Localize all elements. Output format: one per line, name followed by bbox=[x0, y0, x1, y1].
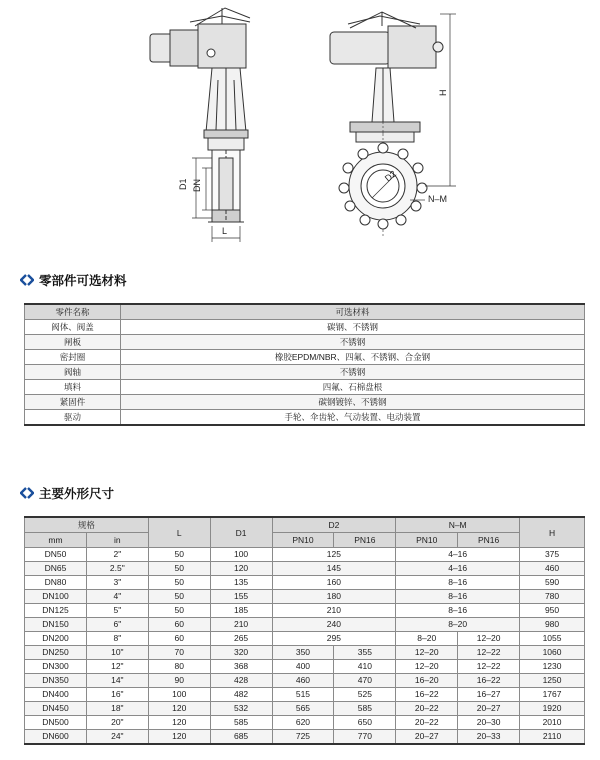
table-cell: 620 bbox=[272, 716, 334, 730]
table-cell: 210 bbox=[272, 604, 396, 618]
header-part-name: 零件名称 bbox=[25, 304, 121, 320]
table-cell: 1920 bbox=[520, 702, 585, 716]
table-cell: 8–20 bbox=[396, 618, 520, 632]
table-cell: 2" bbox=[86, 548, 148, 562]
table-cell: 12–20 bbox=[458, 632, 520, 646]
table-row bbox=[25, 590, 585, 604]
table-cell: 20–27 bbox=[396, 730, 458, 745]
table-cell: 240 bbox=[272, 618, 396, 632]
header-in: in bbox=[86, 533, 148, 548]
cell-material: 手轮、伞齿轮、气动装置、电动装置 bbox=[121, 410, 585, 426]
table-cell: 460 bbox=[520, 562, 585, 576]
table-cell: 12–22 bbox=[458, 646, 520, 660]
header-l: L bbox=[148, 517, 210, 548]
table-cell: DN80 bbox=[25, 576, 87, 590]
table-cell: 532 bbox=[210, 702, 272, 716]
actuator-front bbox=[330, 12, 443, 68]
table-cell: 120 bbox=[210, 562, 272, 576]
table-cell: DN150 bbox=[25, 618, 87, 632]
table-cell: DN125 bbox=[25, 604, 87, 618]
table-cell: 20–33 bbox=[458, 730, 520, 745]
table-row bbox=[25, 548, 585, 562]
actuator-side bbox=[150, 8, 250, 68]
table-cell: 50 bbox=[148, 562, 210, 576]
table-cell: 50 bbox=[148, 576, 210, 590]
table-header-row bbox=[25, 304, 585, 320]
table-row bbox=[25, 688, 585, 702]
table-cell: 650 bbox=[334, 716, 396, 730]
table-cell: 3" bbox=[86, 576, 148, 590]
table-row bbox=[25, 618, 585, 632]
cell-material: 碳钢、不锈钢 bbox=[121, 320, 585, 335]
table-cell: 12–22 bbox=[458, 660, 520, 674]
table-row bbox=[25, 632, 585, 646]
table-cell: 14" bbox=[86, 674, 148, 688]
cell-part: 填料 bbox=[25, 380, 121, 395]
table-cell: DN500 bbox=[25, 716, 87, 730]
table-cell: 590 bbox=[520, 576, 585, 590]
table-cell: 180 bbox=[272, 590, 396, 604]
body-side bbox=[208, 150, 244, 222]
table-cell: DN400 bbox=[25, 688, 87, 702]
table-cell: 16–27 bbox=[458, 688, 520, 702]
table-cell: 565 bbox=[272, 702, 334, 716]
section-title-materials bbox=[20, 271, 127, 289]
table-cell: 355 bbox=[334, 646, 396, 660]
table-cell: 1250 bbox=[520, 674, 585, 688]
header-mm: mm bbox=[25, 533, 87, 548]
table-cell: 410 bbox=[334, 660, 396, 674]
cell-part: 阀轴 bbox=[25, 365, 121, 380]
table-cell: DN50 bbox=[25, 548, 87, 562]
header-material: 可选材料 bbox=[121, 304, 585, 320]
table-row bbox=[25, 716, 585, 730]
table-cell: 185 bbox=[210, 604, 272, 618]
table-cell: 515 bbox=[272, 688, 334, 702]
table-cell: 18" bbox=[86, 702, 148, 716]
table-cell: 400 bbox=[272, 660, 334, 674]
table-cell: 525 bbox=[334, 688, 396, 702]
cell-part: 闸板 bbox=[25, 335, 121, 350]
cell-part: 阀体、阀盖 bbox=[25, 320, 121, 335]
table-row bbox=[25, 646, 585, 660]
table-cell: 585 bbox=[210, 716, 272, 730]
cell-material: 碳钢镀锌、不锈钢 bbox=[121, 395, 585, 410]
table-cell: 16–22 bbox=[458, 674, 520, 688]
table-cell: 16" bbox=[86, 688, 148, 702]
table-cell: 12–20 bbox=[396, 646, 458, 660]
table-cell: 770 bbox=[334, 730, 396, 745]
cell-part: 驱动 bbox=[25, 410, 121, 426]
table-cell: 375 bbox=[520, 548, 585, 562]
cell-part: 紧固件 bbox=[25, 395, 121, 410]
table-cell: 470 bbox=[334, 674, 396, 688]
table-cell: 6" bbox=[86, 618, 148, 632]
table-cell: 80 bbox=[148, 660, 210, 674]
table-cell: 350 bbox=[272, 646, 334, 660]
table-cell: 4" bbox=[86, 590, 148, 604]
label-d1: D1 bbox=[178, 178, 188, 190]
table-cell: 50 bbox=[148, 604, 210, 618]
table-cell: DN65 bbox=[25, 562, 87, 576]
table-cell: 120 bbox=[148, 716, 210, 730]
dimensions-table bbox=[24, 516, 585, 745]
table-cell: 5" bbox=[86, 604, 148, 618]
table-cell: 950 bbox=[520, 604, 585, 618]
table-cell: DN250 bbox=[25, 646, 87, 660]
table-cell: 120 bbox=[148, 730, 210, 745]
table-cell: 1767 bbox=[520, 688, 585, 702]
double-chevron-icon bbox=[20, 274, 34, 286]
label-h: H bbox=[438, 89, 448, 96]
table-cell: 50 bbox=[148, 590, 210, 604]
table-row bbox=[25, 562, 585, 576]
table-cell: 50 bbox=[148, 548, 210, 562]
table-row bbox=[25, 380, 585, 395]
table-cell: 585 bbox=[334, 702, 396, 716]
table-cell: DN200 bbox=[25, 632, 87, 646]
table-cell: 16–20 bbox=[396, 674, 458, 688]
table-row bbox=[25, 702, 585, 716]
table-cell: 24" bbox=[86, 730, 148, 745]
table-cell: 320 bbox=[210, 646, 272, 660]
table-header-row bbox=[25, 533, 585, 548]
header-d1: D1 bbox=[210, 517, 272, 548]
table-cell: 460 bbox=[272, 674, 334, 688]
table-cell: 60 bbox=[148, 618, 210, 632]
table-cell: 125 bbox=[272, 548, 396, 562]
cell-material: 四氟、石棉盘根 bbox=[121, 380, 585, 395]
valve-drawing bbox=[0, 0, 600, 250]
section-title-dimensions bbox=[20, 484, 114, 502]
table-cell: 16–22 bbox=[396, 688, 458, 702]
table-cell: 20" bbox=[86, 716, 148, 730]
table-cell: 20–22 bbox=[396, 716, 458, 730]
table-cell: 120 bbox=[148, 702, 210, 716]
label-dn: DN bbox=[192, 179, 202, 192]
header-d2-pn10: PN10 bbox=[272, 533, 334, 548]
materials-table bbox=[24, 303, 585, 426]
table-row bbox=[25, 395, 585, 410]
header-nm-pn16: PN16 bbox=[458, 533, 520, 548]
table-cell: 368 bbox=[210, 660, 272, 674]
table-cell: 20–27 bbox=[458, 702, 520, 716]
table-cell: 482 bbox=[210, 688, 272, 702]
table-cell: 100 bbox=[210, 548, 272, 562]
cell-material: 橡胶EPDM/NBR、四氟、不锈钢、合金钢 bbox=[121, 350, 585, 365]
header-h: H bbox=[520, 517, 585, 548]
table-cell: 1060 bbox=[520, 646, 585, 660]
flange-front bbox=[339, 143, 427, 229]
yoke-side bbox=[204, 68, 248, 150]
header-nm-pn10: PN10 bbox=[396, 533, 458, 548]
table-cell: 20–30 bbox=[458, 716, 520, 730]
table-cell: 2010 bbox=[520, 716, 585, 730]
table-header-row bbox=[25, 517, 585, 533]
table-row bbox=[25, 730, 585, 745]
table-cell: 8–16 bbox=[396, 604, 520, 618]
table-row bbox=[25, 365, 585, 380]
table-cell: DN100 bbox=[25, 590, 87, 604]
table-cell: 70 bbox=[148, 646, 210, 660]
table-cell: 265 bbox=[210, 632, 272, 646]
table-cell: 145 bbox=[272, 562, 396, 576]
table-cell: 155 bbox=[210, 590, 272, 604]
cell-part: 密封圈 bbox=[25, 350, 121, 365]
table-cell: DN600 bbox=[25, 730, 87, 745]
table-row bbox=[25, 660, 585, 674]
table-cell: 8" bbox=[86, 632, 148, 646]
table-row bbox=[25, 335, 585, 350]
table-cell: 20–22 bbox=[396, 702, 458, 716]
table-cell: DN300 bbox=[25, 660, 87, 674]
label-l: L bbox=[222, 226, 228, 236]
table-cell: 12" bbox=[86, 660, 148, 674]
table-cell: 8–16 bbox=[396, 590, 520, 604]
table-cell: 428 bbox=[210, 674, 272, 688]
table-cell: 90 bbox=[148, 674, 210, 688]
table-cell: 4–16 bbox=[396, 562, 520, 576]
table-row bbox=[25, 410, 585, 426]
section-title-text: 主要外形尺寸 bbox=[39, 486, 115, 501]
table-row bbox=[25, 674, 585, 688]
table-row bbox=[25, 604, 585, 618]
table-cell: 10" bbox=[86, 646, 148, 660]
header-d2: D2 bbox=[272, 517, 396, 533]
cell-material: 不锈钢 bbox=[121, 335, 585, 350]
table-cell: 1230 bbox=[520, 660, 585, 674]
table-row bbox=[25, 576, 585, 590]
table-cell: 2110 bbox=[520, 730, 585, 745]
header-d2-pn16: PN16 bbox=[334, 533, 396, 548]
table-row bbox=[25, 350, 585, 365]
table-cell: 1055 bbox=[520, 632, 585, 646]
table-cell: 780 bbox=[520, 590, 585, 604]
header-spec: 规格 bbox=[25, 517, 149, 533]
table-cell: 100 bbox=[148, 688, 210, 702]
label-nm: N–M bbox=[428, 194, 448, 204]
table-cell: DN350 bbox=[25, 674, 87, 688]
table-cell: DN450 bbox=[25, 702, 87, 716]
section-title-text: 零部件可选材料 bbox=[39, 273, 127, 288]
table-cell: 2.5" bbox=[86, 562, 148, 576]
table-cell: 135 bbox=[210, 576, 272, 590]
table-cell: 8–20 bbox=[396, 632, 458, 646]
cell-material: 不锈钢 bbox=[121, 365, 585, 380]
table-cell: 210 bbox=[210, 618, 272, 632]
table-cell: 980 bbox=[520, 618, 585, 632]
table-cell: 160 bbox=[272, 576, 396, 590]
table-cell: 4–16 bbox=[396, 548, 520, 562]
double-chevron-icon bbox=[20, 487, 34, 499]
label-d2: D2 bbox=[382, 168, 399, 184]
table-cell: 60 bbox=[148, 632, 210, 646]
table-cell: 295 bbox=[272, 632, 396, 646]
table-cell: 12–20 bbox=[396, 660, 458, 674]
table-row bbox=[25, 320, 585, 335]
table-cell: 725 bbox=[272, 730, 334, 745]
header-nm: N–M bbox=[396, 517, 520, 533]
table-cell: 8–16 bbox=[396, 576, 520, 590]
table-cell: 685 bbox=[210, 730, 272, 745]
